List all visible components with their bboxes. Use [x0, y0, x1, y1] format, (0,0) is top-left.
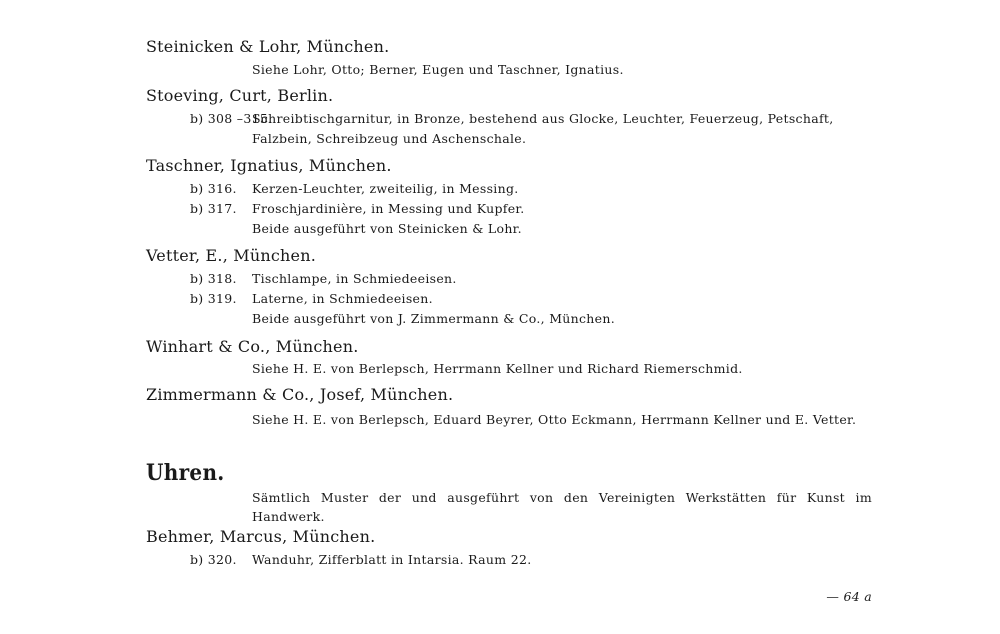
- entry-note-winhart: Siehe H. E. von Berlepsch, Herrmann Kellner und Richard Riemerschmid.: [252, 361, 743, 376]
- catalog-item-text: Laterne, in Schmiedeeisen.: [252, 291, 433, 306]
- catalog-item-number: b) 318.: [190, 271, 237, 286]
- catalog-item-318: [190, 271, 457, 287]
- entry-note-taschner: Beide ausgeführt von Steinicken & Lohr.: [252, 221, 522, 236]
- catalog-item-continuation: Falzbein, Schreibzeug und Aschenschale.: [252, 131, 527, 146]
- entry-heading-behmer: Behmer, Marcus, München.: [146, 527, 376, 546]
- entry-heading-winhart: Winhart & Co., München.: [146, 337, 359, 356]
- entry-heading-vetter: Vetter, E., München.: [146, 246, 316, 265]
- catalog-item-number: b) 320.: [190, 552, 237, 567]
- entry-note-vetter: Beide ausgeführt von J. Zimmermann & Co., München.: [252, 311, 615, 326]
- catalog-item-number: b) 316.: [190, 181, 237, 196]
- catalog-item-308-315: [190, 111, 833, 127]
- catalog-item-text: Tischlampe, in Schmiedeeisen.: [252, 271, 457, 286]
- catalog-item-number: b) 308 –315.: [190, 111, 273, 126]
- entry-heading-taschner: Taschner, Ignatius, München.: [146, 156, 392, 175]
- catalog-item-320: [190, 552, 531, 568]
- entry-note-steinicken-lohr: Siehe Lohr, Otto; Berner, Eugen und Taschner, Ignatius.: [252, 62, 624, 77]
- catalog-item-text: Schreibtischgarnitur, in Bronze, bestehend aus Glocke, Leuchter, Feuerzeug, Petschaft,: [252, 111, 834, 126]
- catalog-item-316: [190, 181, 519, 197]
- catalog-item-number: b) 317.: [190, 201, 237, 216]
- catalog-item-319: [190, 291, 433, 307]
- entry-heading-zimmermann: Zimmermann & Co., Josef, München.: [146, 385, 454, 404]
- entry-note-zimmermann: Siehe H. E. von Berlepsch, Eduard Beyrer, Otto Eckmann, Herrmann Kellner und E. Vetter.: [252, 412, 857, 427]
- catalog-item-317: [190, 201, 525, 217]
- entry-heading-steinicken-lohr: Steinicken & Lohr, München.: [146, 37, 390, 56]
- section-title-uhren: Uhren.: [146, 459, 225, 486]
- catalog-item-text: Wanduhr, Zifferblatt in Intarsia. Raum 22.: [252, 552, 532, 567]
- catalog-item-text: Froschjardinière, in Messing und Kupfer.: [252, 201, 525, 216]
- catalog-item-number: b) 319.: [190, 291, 237, 306]
- page-number: — 64 a: [826, 589, 872, 604]
- catalog-item-text: Kerzen-Leuchter, zweiteilig, in Messing.: [252, 181, 519, 196]
- entry-heading-stoeving: Stoeving, Curt, Berlin.: [146, 86, 334, 105]
- section-intro: Sämtlich Muster der und ausgeführt von den Vereinigten Werkstätten für Kunst im Handwerk.: [252, 490, 872, 524]
